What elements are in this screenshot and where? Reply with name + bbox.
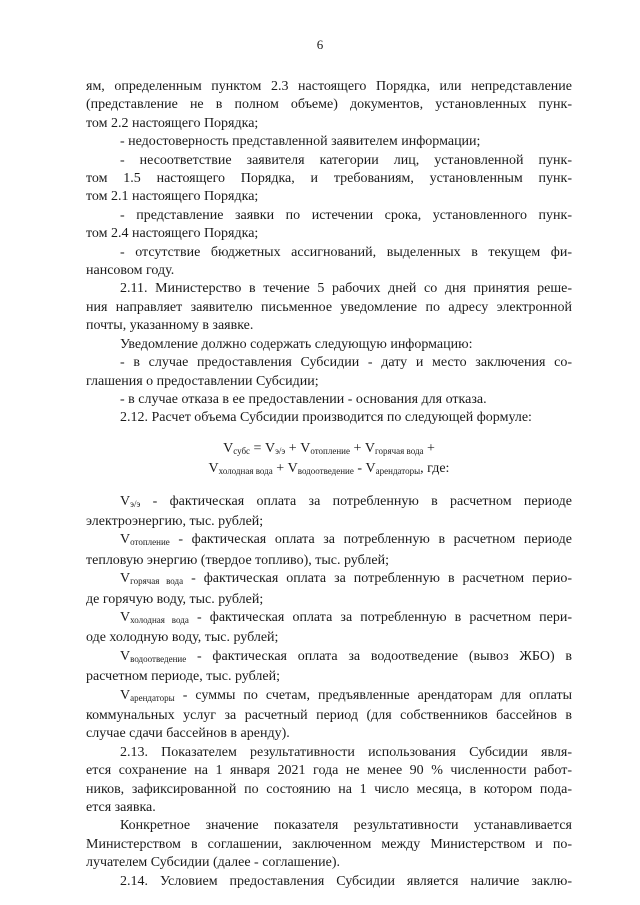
formula-v: V [365, 461, 376, 477]
text-line: - в случае предоставления Субсидии - дату и место заключения со- [120, 355, 572, 371]
text-line: лучателем Субсидии (далее - соглашение). [86, 855, 341, 871]
text-line: глашения о предоставлении Субсидии; [86, 373, 319, 389]
formula-sub: арендаторы [375, 466, 421, 477]
formula-op: + [285, 440, 301, 456]
text-line: том 2.1 настоящего Порядка; [86, 189, 259, 205]
formula-v: V [120, 648, 131, 664]
formula-op: - [353, 461, 366, 477]
definition-line [86, 570, 572, 590]
text-line: 2.14. Условием предоставления Субсидии является наличие заклю- [120, 873, 572, 889]
formula-op: + [272, 461, 288, 477]
formula-op: + [349, 440, 365, 456]
formula-sub: холодная вода [218, 466, 273, 477]
text-line: том 2.4 настоящего Порядка; [86, 226, 259, 242]
text-line: - представление заявки по истечении срока, установленного пунк- [120, 207, 572, 223]
formula-v: V [264, 440, 276, 456]
text-line: де горячую воду, тыс. рублей; [86, 591, 264, 607]
definition-line [86, 648, 572, 668]
definition-line [86, 493, 572, 513]
definition-text: - суммы по счетам, предъявленные арендаторам для оплаты [182, 687, 572, 703]
text-line: ется сохранение на 1 января 2021 года не менее 90 % численности работ- [86, 763, 572, 779]
formula-v: V [120, 493, 131, 509]
formula-v: V [120, 532, 131, 548]
text-line: том 1.5 настоящего Порядка, и требованиям, установленным пунк- [86, 171, 572, 187]
formula-line-2 [86, 460, 572, 480]
definition-text: - фактическая оплата за потребленную в расчетном пери- [196, 609, 572, 625]
text-line: ников, зафиксированной по состоянию на 1 число месяца, в котором пода- [86, 781, 572, 797]
formula-sub: водоотведение [297, 466, 354, 477]
formula-v: V [208, 461, 219, 477]
text-line: (представление не в полном объеме) документов, установленных пунк- [86, 97, 572, 113]
text-line: - недостоверность представленной заявителем информации; [120, 134, 481, 150]
definition-text: - фактическая оплата за водоотведение (вывоз ЖБО) в [197, 648, 572, 664]
formula-tail: , где: [420, 461, 450, 477]
text-line: - несоответствие заявителя категории лиц, установленной пунк- [120, 152, 572, 168]
text-line: 2.11. Министерство в течение 5 рабочих дней со дня принятия реше- [120, 281, 572, 297]
text-line: почты, указанному в заявке. [86, 318, 254, 334]
text-line: электроэнергию, тыс. рублей; [86, 513, 264, 529]
formula-sub: отопление [130, 537, 170, 548]
text-line: Уведомление должно содержать следующую информацию: [120, 336, 473, 352]
text-line: 2.12. Расчет объема Субсидии производится по следующей формуле: [120, 410, 532, 426]
formula-v: V [120, 687, 131, 703]
text-line: случае сдачи бассейнов в аренду). [86, 726, 290, 742]
formula-op: + [423, 440, 435, 456]
text-line: ния направляет заявителю письменное уведомление по адресу электронной [86, 299, 572, 315]
text-line: тепловую энергию (твердое топливо), тыс. рублей; [86, 552, 389, 568]
text-line: расчетном периоде, тыс. рублей; [86, 669, 280, 685]
document-body [86, 78, 572, 891]
formula-v: V [223, 440, 234, 456]
text-line: - в случае отказа в ее предоставлении - основания для отказа. [120, 391, 487, 407]
formula-line-1 [86, 440, 572, 460]
definition-text: - фактическая оплата за потребленную в расчетном перио- [191, 571, 572, 587]
page-number: 6 [316, 37, 324, 52]
definition-text: - фактическая оплата за потребленную в расчетном периоде [152, 493, 572, 509]
formula-v: V [287, 461, 298, 477]
definition-line [86, 687, 572, 707]
text-line: - отсутствие бюджетных ассигнований, выделенных в текущем фи- [120, 244, 572, 260]
formula-sub: водоотведение [130, 653, 187, 664]
definition-text: - фактическая оплата за потребленную в расчетном периоде [178, 532, 573, 548]
formula-sub: горячая вода [375, 445, 424, 456]
formula-v: V [364, 440, 375, 456]
definition-line [86, 609, 572, 629]
text-line: ям, определенным пунктом 2.3 настоящего Порядка, или непредставление [86, 79, 572, 94]
text-line: Конкретное значение показателя результативности устанавливается [120, 818, 572, 834]
formula-v: V [300, 440, 311, 456]
formula-v: V [120, 609, 131, 625]
formula-sub: э/э [275, 445, 286, 456]
formula-sub: арендаторы [130, 692, 175, 703]
text-line: коммунальных услуг за расчетный период (для собственников бассейнов в [86, 708, 572, 723]
definition-line [86, 531, 572, 551]
formula-sub: отопление [310, 445, 350, 456]
formula-v: V [120, 571, 131, 587]
text-line: Министерством в соглашении, заключенном между Министерством и по- [86, 836, 572, 852]
formula-sub: горячая вода [130, 576, 184, 587]
formula-sub: э/э [130, 498, 141, 509]
text-line: оде холодную воду, тыс. рублей; [86, 630, 279, 646]
text-line: 2.13. Показателем результативности использования Субсидии явля- [120, 744, 572, 760]
formula-op: = [250, 440, 265, 456]
text-line: том 2.2 настоящего Порядка; [86, 115, 259, 131]
text-line: ется заявка. [86, 800, 156, 816]
text-line: нансовом году. [86, 263, 175, 279]
formula-sub: холодная вода [130, 614, 189, 625]
formula-sub: субс [233, 445, 251, 456]
